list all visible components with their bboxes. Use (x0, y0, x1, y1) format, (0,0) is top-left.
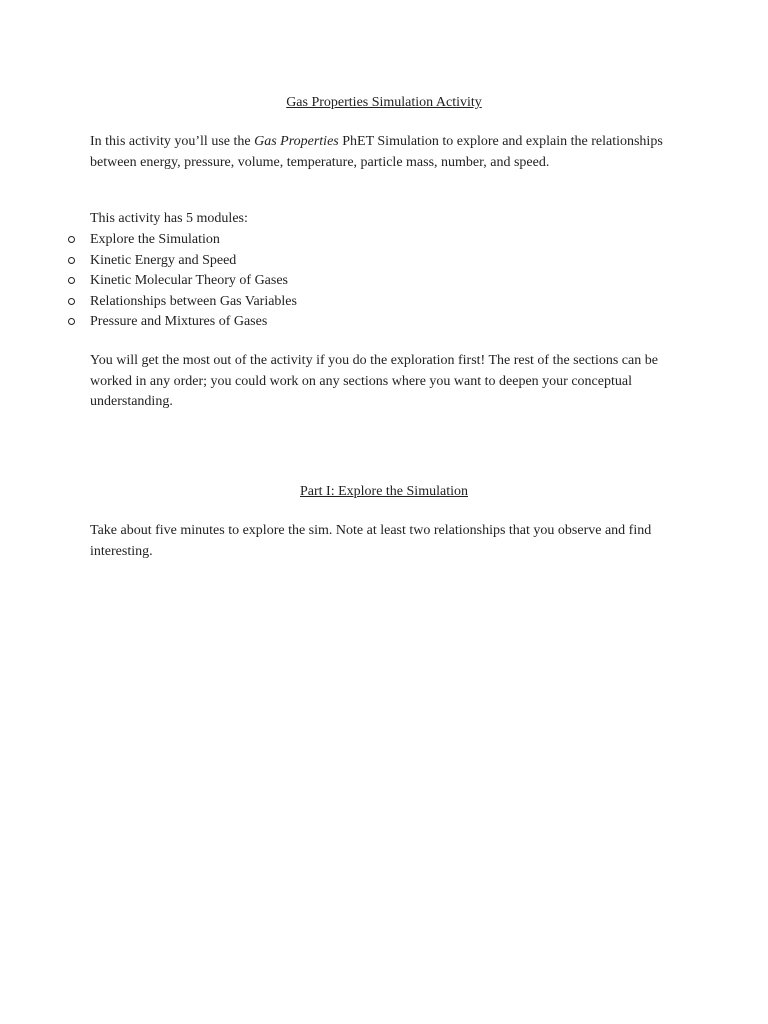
list-item (66, 251, 566, 272)
intro-paragraph (90, 132, 690, 173)
simulation-name: Gas Properties (254, 134, 339, 149)
part1-task-paragraph: Take about five minutes to explore the sim. Note at least two relationships that you observe and find interesting. (90, 523, 652, 559)
module-label: Relationships between Gas Variables (90, 293, 297, 309)
circle-bullet-icon (68, 257, 75, 264)
intro-text-after: PhET Simulation to explore and explain the relationships between energy, pressure, volume, temperature, particle mass, number, and speed. (90, 134, 663, 170)
list-item (66, 271, 566, 292)
module-label: Pressure and Mixtures of Gases (90, 314, 268, 329)
module-list (66, 230, 566, 333)
list-item (66, 230, 566, 251)
circle-bullet-icon (68, 277, 75, 284)
document-title: Gas Properties Simulation Activity (286, 95, 482, 110)
list-item (66, 292, 566, 313)
intro-text-before: In this activity you’ll use the (90, 134, 255, 149)
circle-bullet-icon (68, 298, 75, 305)
advice-paragraph: You will get the most out of the activity if you do the exploration first! The rest of the sections can be worked in any order; you could work on any sections where you want to deepen your conceptual understanding. (90, 353, 658, 409)
module-label: Explore the Simulation (90, 232, 220, 247)
modules-lead-text: This activity has 5 modules: (90, 211, 248, 226)
module-label: Kinetic Energy and Speed (90, 252, 237, 268)
module-label: Kinetic Molecular Theory of Gases (90, 273, 289, 288)
circle-bullet-icon (68, 318, 75, 325)
part1-heading: Part I: Explore the Simulation (300, 484, 468, 499)
list-item (66, 312, 566, 333)
circle-bullet-icon (68, 236, 75, 243)
